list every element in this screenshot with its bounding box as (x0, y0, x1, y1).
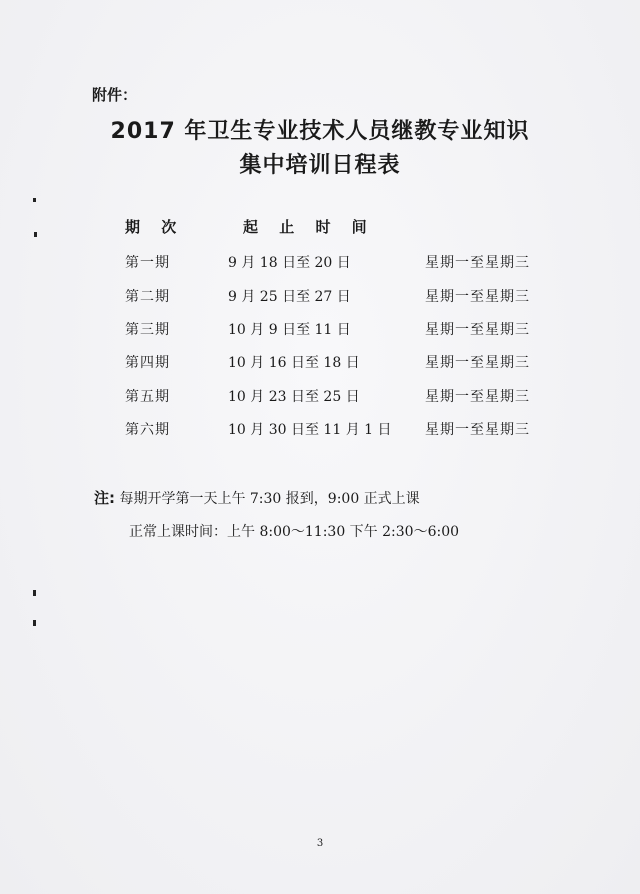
note-line-2: 正常上课时间：上午 8:00～11:30 下午 2:30～6:00 (129, 524, 460, 540)
dates-cell: 10 月 9 日至 11 日 (228, 322, 351, 338)
dates-cell: 10 月 30 日至 11 月 1 日 (228, 422, 392, 438)
binding-hole-mark (33, 590, 36, 596)
title-line-1: 2017 年卫生专业技术人员继教专业知识 (110, 119, 530, 144)
note-label: 注: (94, 489, 115, 507)
binding-hole-mark (34, 232, 37, 237)
attachment-label: 附件： (92, 86, 138, 104)
note-text-1: 每期开学第一天上午 7:30 报到，9:00 正式上课 (119, 491, 420, 507)
days-cell: 星期一至星期三 (425, 389, 530, 405)
table-row (0, 286, 640, 310)
dates-cell: 10 月 23 日至 25 日 (228, 389, 360, 405)
header-period: 期 次 (125, 218, 185, 236)
period-cell: 第四期 (125, 355, 170, 371)
binding-hole-mark (33, 620, 36, 626)
header-dates: 起 止 时 间 (243, 218, 375, 236)
note-line-1 (94, 487, 420, 508)
days-cell: 星期一至星期三 (425, 355, 530, 371)
binding-hole-mark (33, 198, 36, 202)
period-cell: 第二期 (125, 289, 170, 305)
table-row (0, 319, 640, 343)
table-row (0, 352, 640, 376)
period-cell: 第一期 (125, 255, 170, 271)
dates-cell: 9 月 25 日至 27 日 (228, 289, 351, 305)
days-cell: 星期一至星期三 (425, 255, 530, 271)
period-cell: 第三期 (125, 322, 170, 338)
title-line-2: 集中培训日程表 (239, 153, 401, 178)
table-row (0, 386, 640, 410)
dates-cell: 9 月 18 日至 20 日 (228, 255, 351, 271)
days-cell: 星期一至星期三 (425, 289, 530, 305)
period-cell: 第五期 (125, 389, 170, 405)
table-row (0, 419, 640, 443)
days-cell: 星期一至星期三 (425, 322, 530, 338)
period-cell: 第六期 (125, 422, 170, 438)
days-cell: 星期一至星期三 (425, 422, 530, 438)
page-number: 3 (316, 838, 324, 849)
dates-cell: 10 月 16 日至 18 日 (228, 355, 360, 371)
table-row (0, 252, 640, 276)
